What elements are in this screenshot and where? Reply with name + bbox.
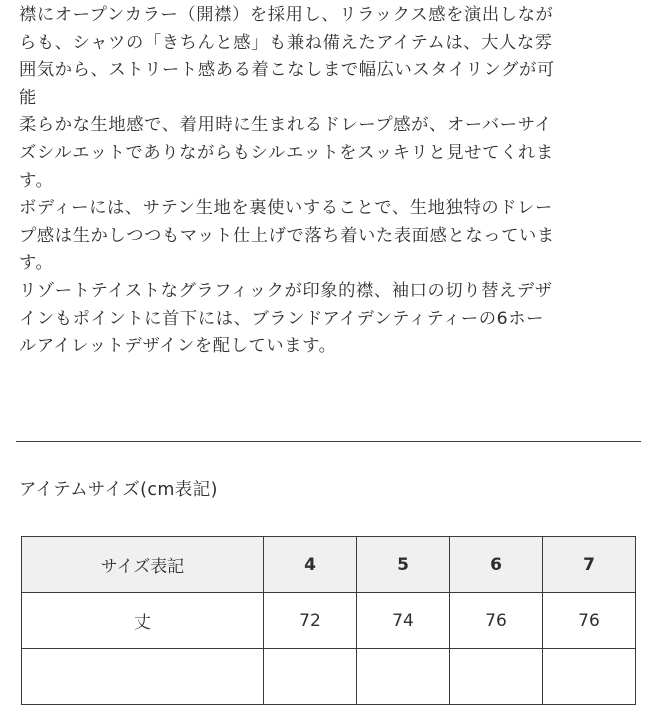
description-line: 囲気から、ストリート感ある着こなしまで幅広いスタイリングが可 xyxy=(19,60,555,81)
product-description xyxy=(19,2,651,361)
table-cell xyxy=(264,649,357,705)
description-line: ズシルエットでありながらもシルエットをスッキリと見せてくれま xyxy=(19,142,554,163)
description-line: 能 xyxy=(19,87,37,108)
description-line: す。 xyxy=(19,253,54,274)
description-line: 柔らかな生地感で、着用時に生まれるドレープ感が、オーバーサイ xyxy=(19,115,553,136)
table-cell: 74 xyxy=(357,593,450,649)
table-cell xyxy=(543,649,636,705)
table-cell: 76 xyxy=(543,593,636,649)
description-line: す。 xyxy=(19,170,54,191)
description-line: 襟にオープンカラー（開襟）を採用し、リラックス感を演出しなが xyxy=(19,5,554,25)
row-label xyxy=(22,649,264,705)
description-line: インもポイントに首下には、ブランドアイデンティティーの6ホー xyxy=(19,308,544,329)
size-column-header: 4 xyxy=(264,537,357,593)
table-cell: 72 xyxy=(264,593,357,649)
description-line: ルアイレットデザインを配しています。 xyxy=(19,336,337,357)
size-header-label: サイズ表記 xyxy=(22,537,264,593)
size-table xyxy=(21,536,636,705)
description-line: プ感は生かしつつもマット仕上げで落ち着いた表面感となっていま xyxy=(19,225,555,246)
size-column-header: 5 xyxy=(357,537,450,593)
description-line: リゾートテイストなグラフィックが印象的襟、袖口の切り替えデザ xyxy=(19,280,553,301)
table-row xyxy=(22,649,636,705)
table-cell: 76 xyxy=(450,593,543,649)
table-cell xyxy=(450,649,543,705)
row-label: 丈 xyxy=(22,593,264,649)
size-section-heading: アイテムサイズ(cm表記) xyxy=(19,480,218,500)
description-line: ボディーには、サテン生地を裏使いすることで、生地独特のドレー xyxy=(19,198,553,219)
table-row xyxy=(22,593,636,649)
size-column-header: 7 xyxy=(543,537,636,593)
size-table-header-row xyxy=(22,537,636,593)
table-cell xyxy=(357,649,450,705)
section-divider xyxy=(16,441,641,442)
description-line: らも、シャツの「きちんと感」も兼ね備えたアイテムは、大人な雰 xyxy=(19,32,553,53)
size-column-header: 6 xyxy=(450,537,543,593)
